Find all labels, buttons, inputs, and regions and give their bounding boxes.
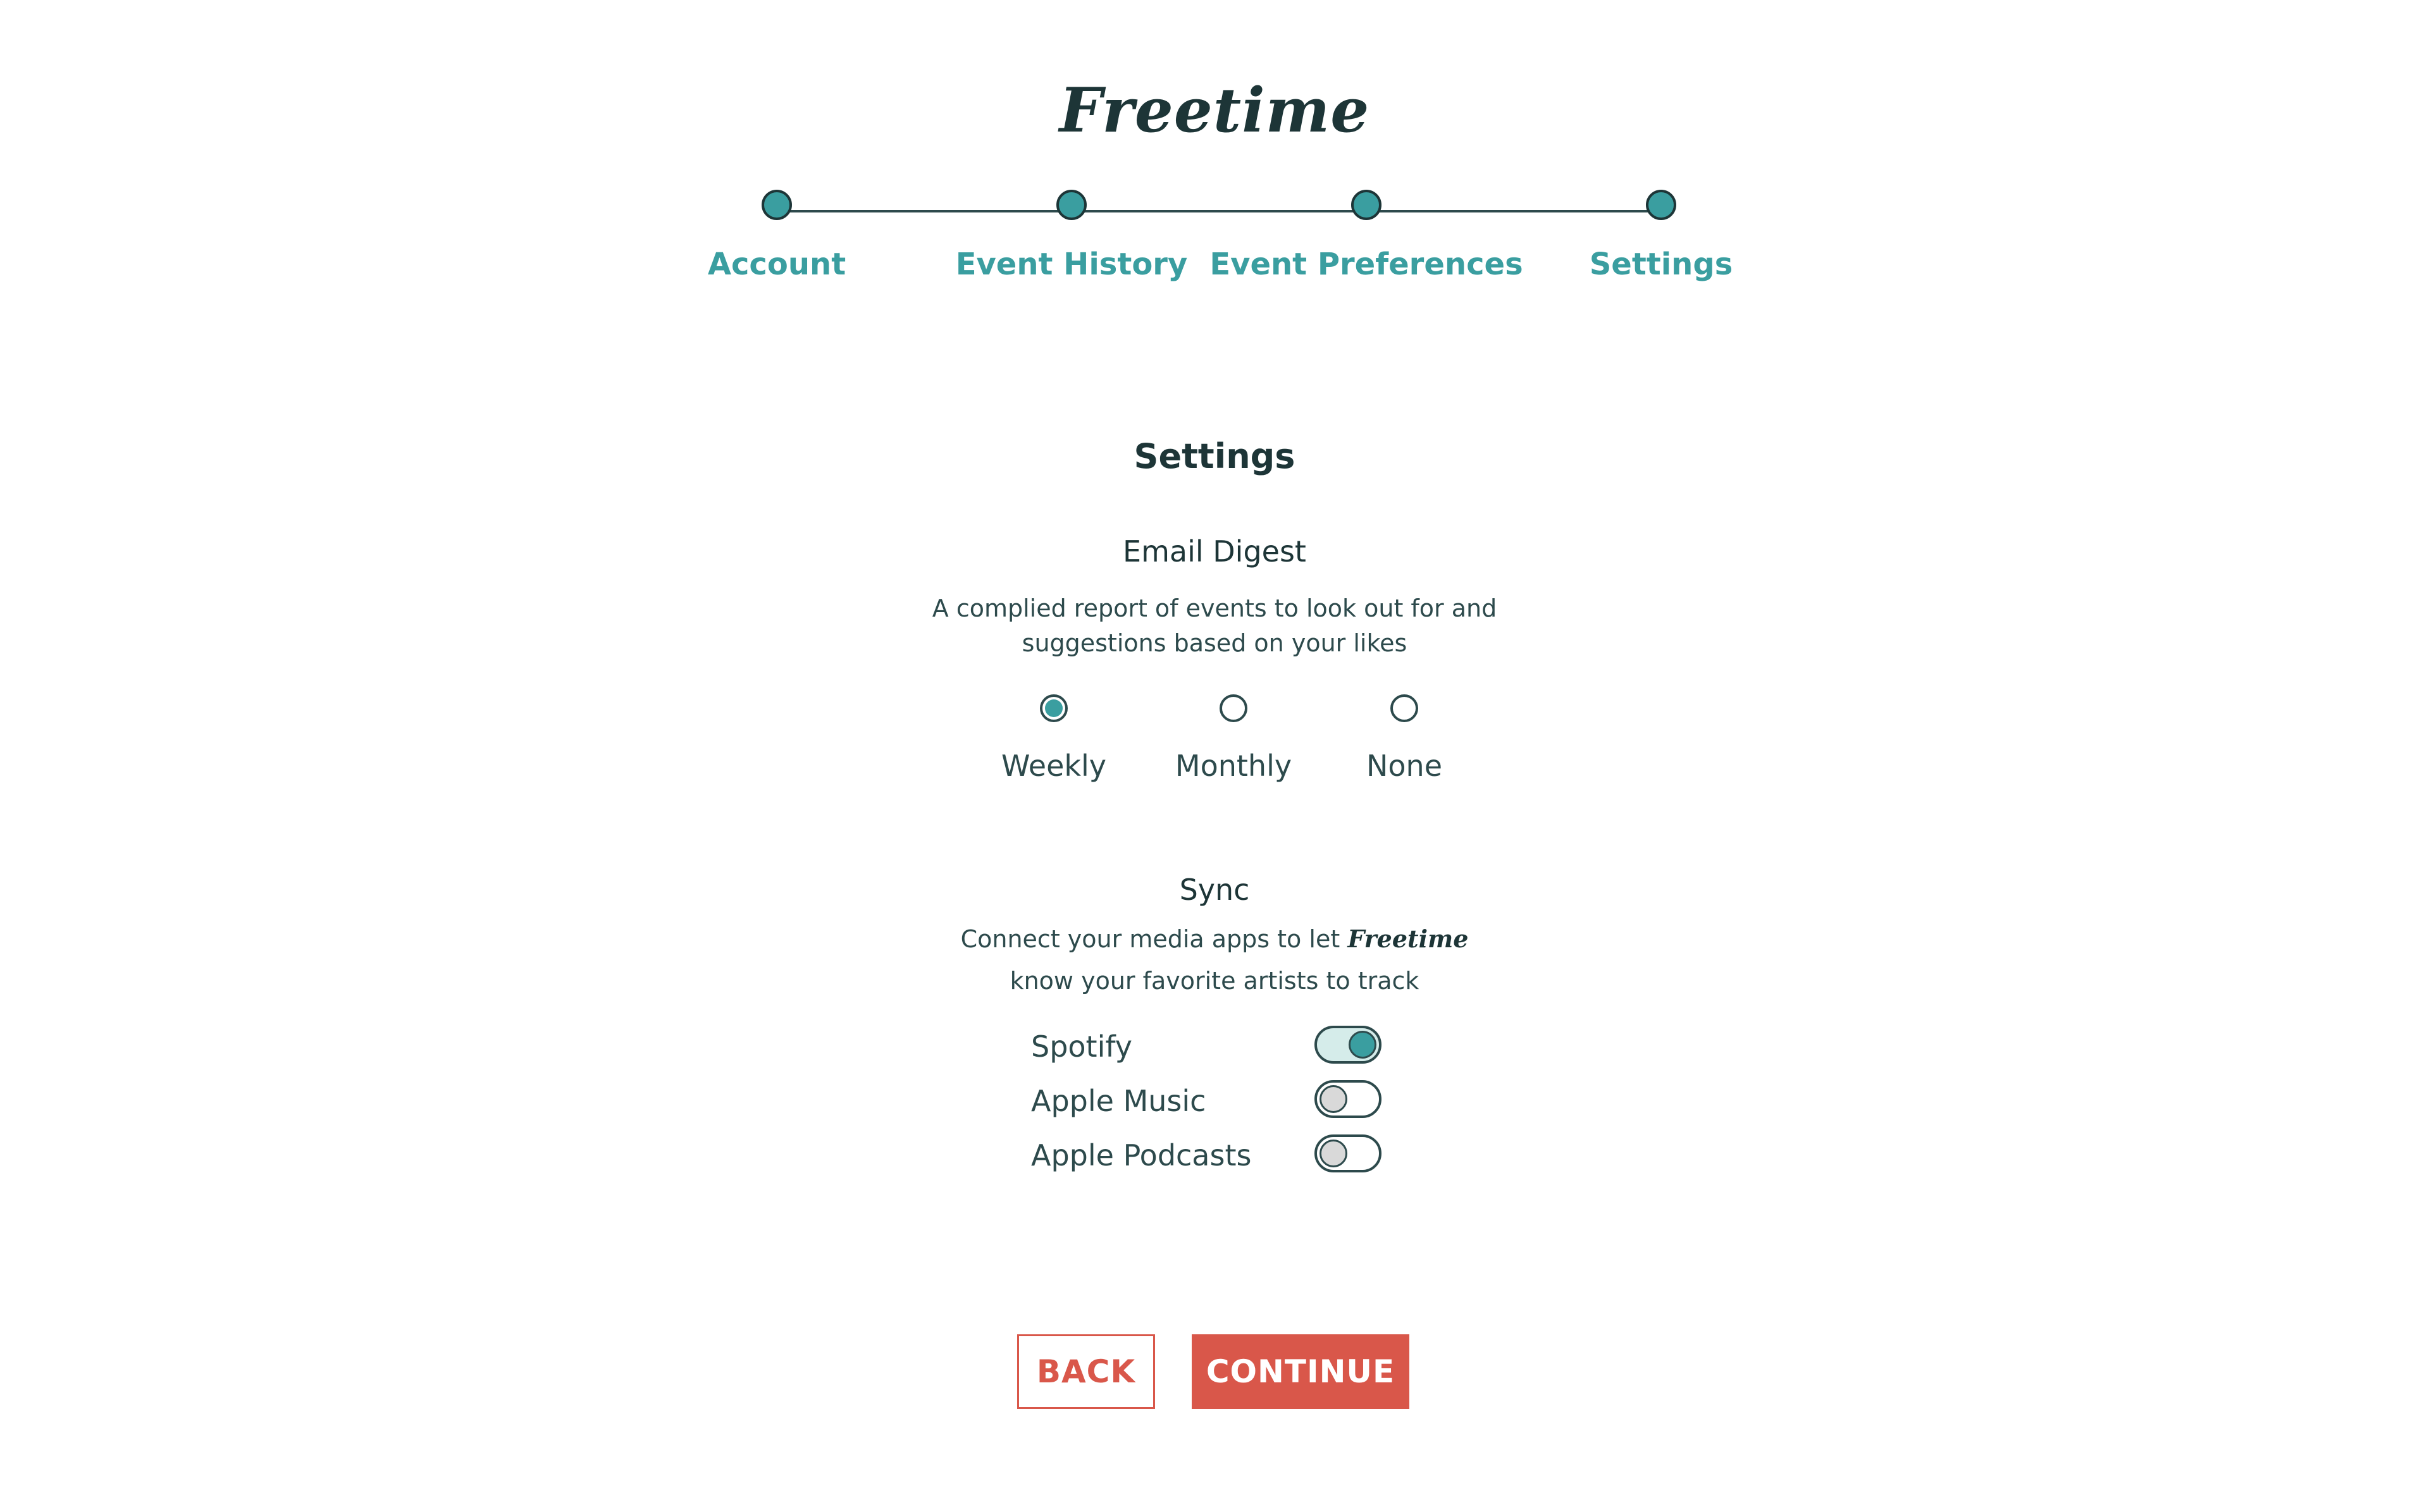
radio-label: None [1366,749,1442,783]
sync-title: Sync [1179,873,1250,907]
freetime-logo: Freetime [1059,75,1370,146]
step-account[interactable] [619,190,935,282]
sync-row-apple-podcasts [1031,1132,1385,1183]
radio-label: Monthly [1175,749,1292,783]
page-title: Settings [1134,436,1295,476]
sync-label: Apple Podcasts [1031,1138,1252,1172]
step-dot [1351,190,1381,220]
sync-description [930,918,1499,1002]
step-event-history[interactable] [913,190,1230,282]
step-dot [1056,190,1087,220]
email-digest-description: A complied report of events to look out for and suggestions based on your likes [932,594,1497,657]
step-label: Settings [1589,247,1733,282]
radio-monthly[interactable] [1158,694,1309,783]
toggle-knob [1320,1085,1347,1113]
step-label: Event Preferences [1209,247,1523,282]
radio-button-checked[interactable] [1040,694,1068,722]
sync-label: Spotify [1031,1030,1132,1064]
sync-label: Apple Music [1031,1084,1206,1118]
continue-button[interactable]: CONTINUE [1192,1334,1409,1409]
spotify-toggle[interactable] [1314,1026,1381,1064]
progress-stepper [0,190,2429,316]
radio-button[interactable] [1390,694,1418,722]
back-button[interactable]: BACK [1017,1334,1155,1409]
sync-row-spotify [1031,1023,1385,1074]
radio-label: Weekly [1001,749,1107,783]
step-event-preferences[interactable] [1208,190,1524,282]
radio-none[interactable] [1328,694,1480,783]
radio-weekly[interactable] [978,694,1130,783]
radio-button[interactable] [1220,694,1247,722]
toggle-knob [1349,1031,1376,1059]
sync-row-apple-music [1031,1078,1385,1128]
step-settings[interactable] [1503,190,1819,282]
sync-description-text: know your favorite artists to track [1010,967,1419,995]
sync-description-text: Connect your media apps to let [960,925,1340,953]
step-dot [1646,190,1676,220]
step-label: Event History [955,247,1188,282]
step-label: Account [707,247,846,282]
apple-podcasts-toggle[interactable] [1314,1134,1381,1172]
email-digest-title: Email Digest [1123,534,1306,569]
toggle-knob [1320,1140,1347,1167]
freetime-inline-logo: Freetime [1347,925,1469,953]
step-dot [762,190,792,220]
apple-music-toggle[interactable] [1314,1080,1381,1118]
